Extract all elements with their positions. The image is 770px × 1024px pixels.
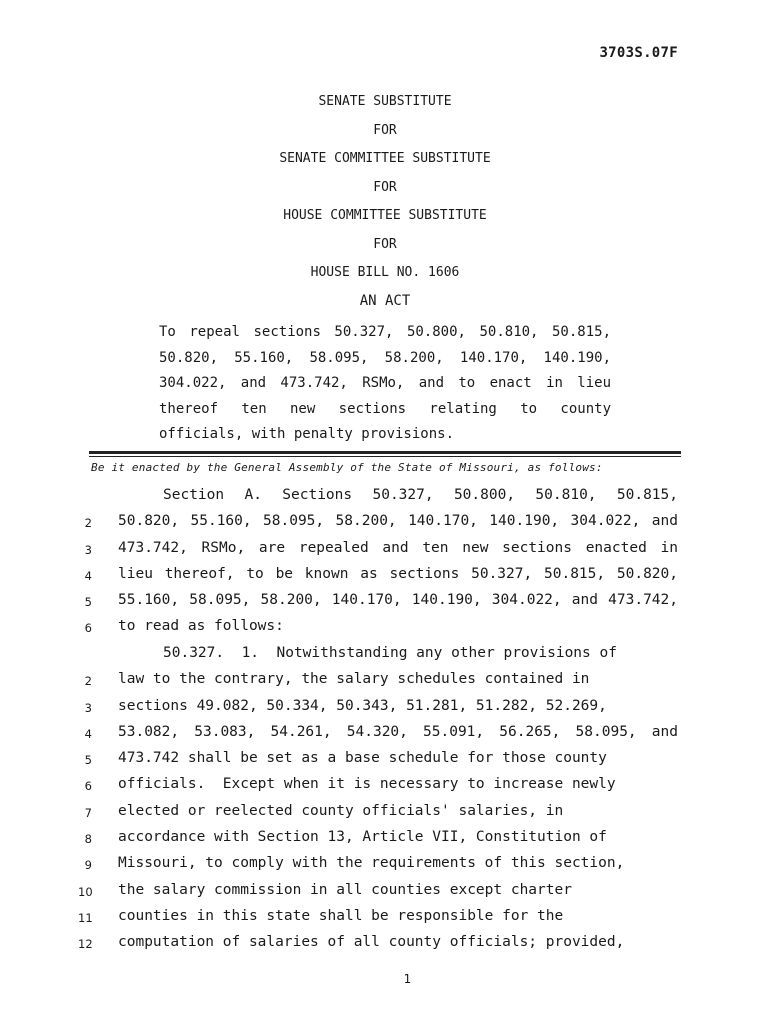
title-line: FOR (373, 236, 397, 252)
text-line (0, 721, 770, 747)
text-line (0, 510, 770, 536)
line-number: 11 (78, 910, 93, 925)
line-text: 473.742, RSMo, are repealed and ten new sections enacted in (118, 539, 678, 556)
text-line (0, 615, 770, 641)
line-text: Section A. Sections 50.327, 50.800, 50.810, 50.815, (163, 487, 678, 503)
line-number: 4 (84, 726, 92, 741)
document-id: 3703S.07F (599, 45, 678, 61)
text-line (0, 695, 770, 721)
text-line (0, 852, 770, 878)
line-number: 2 (84, 516, 92, 531)
line-number: 8 (84, 832, 92, 847)
line-number: 3 (84, 542, 92, 557)
divider-thick (89, 451, 681, 454)
line-number: 6 (84, 779, 92, 794)
text-line (0, 931, 770, 957)
line-number: 3 (84, 700, 92, 715)
text-line (0, 879, 770, 905)
text-line (0, 537, 770, 563)
text-line (0, 668, 770, 694)
title-line: FOR (373, 122, 397, 138)
text-line (0, 773, 770, 799)
section-a (0, 484, 770, 642)
text-line (0, 747, 770, 773)
line-text: 473.742 shall be set as a base schedule for those county (118, 750, 607, 767)
line-text: 55.160, 58.095, 58.200, 140.170, 140.190, 304.022, and 473.742, (118, 592, 678, 609)
line-number: 10 (78, 884, 93, 899)
line-text: 50.820, 55.160, 58.095, 58.200, 140.170, 140.190, 304.022, and (118, 513, 678, 530)
line-text: officials. Except when it is necessary to increase newly (118, 776, 616, 793)
line-number: 2 (84, 674, 92, 689)
line-text: 53.082, 53.083, 54.261, 54.320, 55.091, 56.265, 58.095, and (118, 723, 678, 740)
an-act-heading: AN ACT (359, 292, 411, 309)
line-number: 4 (84, 568, 92, 583)
act-summary: To repeal sections 50.327, 50.800, 50.810, 50.815, 50.820, 55.160, 58.095, 58.200, 140.170, 140.190, 304.022, and 473.742, RSMo, and to enact in lieu thereof ten new sections relating to county officials, with penalty provisions. (159, 324, 611, 442)
line-text: the salary commission in all counties except charter (118, 881, 572, 898)
text-line (0, 642, 770, 668)
text-line (0, 800, 770, 826)
line-text: counties in this state shall be responsible for the (118, 907, 564, 924)
text-line (0, 589, 770, 615)
line-number: 7 (84, 805, 92, 820)
enacting-clause: Be it enacted by the General Assembly of the State of Missouri, as follows: (91, 461, 603, 474)
text-line (0, 905, 770, 931)
line-number: 12 (78, 937, 93, 952)
line-text: 50.327. 1. Notwithstanding any other provisions of (163, 645, 617, 661)
line-text: computation of salaries of all county officials; provided, (118, 934, 625, 951)
text-line (0, 563, 770, 589)
divider-thin (89, 456, 681, 457)
line-text: law to the contrary, the salary schedules contained in (118, 671, 590, 688)
line-number: 5 (84, 753, 92, 768)
line-text: accordance with Section 13, Article VII, Constitution of (118, 829, 607, 846)
title-line: SENATE SUBSTITUTE (318, 94, 452, 109)
title-line: SENATE COMMITTEE SUBSTITUTE (279, 151, 491, 166)
section-50-327 (0, 642, 770, 958)
line-text: to read as follows: (118, 618, 284, 635)
title-line: HOUSE COMMITTEE SUBSTITUTE (283, 208, 487, 223)
line-number: 9 (84, 858, 92, 873)
bill-title-block (0, 93, 770, 321)
page-number: 1 (403, 972, 412, 986)
text-line (0, 826, 770, 852)
title-line: HOUSE BILL NO. 1606 (310, 265, 460, 280)
line-number: 6 (84, 621, 92, 636)
line-text: lieu thereof, to be known as sections 50.327, 50.815, 50.820, (118, 565, 678, 582)
line-number: 5 (84, 595, 92, 610)
text-line (0, 484, 770, 510)
title-line: FOR (373, 179, 397, 195)
line-text: sections 49.082, 50.334, 50.343, 51.281, 51.282, 52.269, (118, 697, 607, 714)
line-text: Missouri, to comply with the requirements of this section, (118, 855, 625, 872)
line-text: elected or reelected county officials' salaries, in (118, 802, 564, 819)
